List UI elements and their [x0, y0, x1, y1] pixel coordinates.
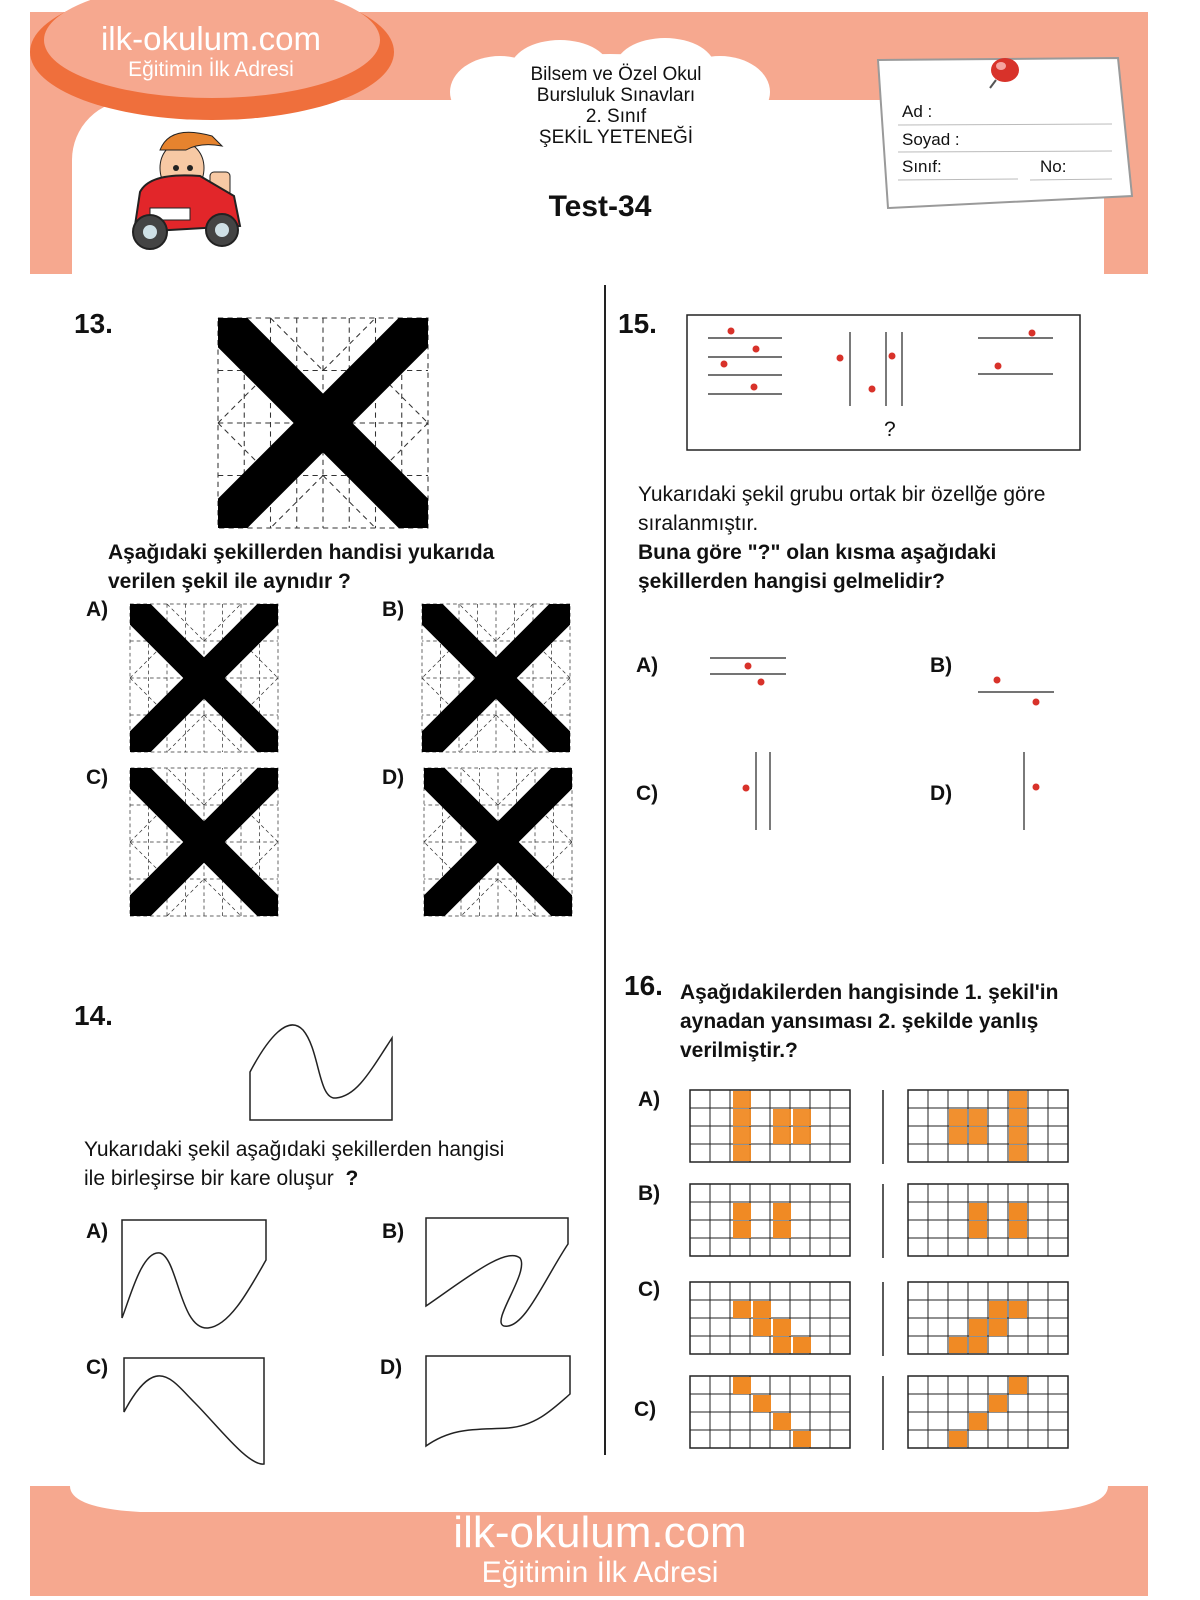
logo-slogan: Eğitimin İlk Adresi: [128, 58, 294, 81]
exam-title-line2: Bursluluk Sınavları: [536, 85, 696, 106]
q16-option-c-figure[interactable]: [690, 1282, 1080, 1358]
q13-text-line2: verilen şekil ile aynıdır ?: [108, 570, 351, 593]
exam-title-line1: Bilsem ve Özel Okul: [530, 64, 702, 85]
q15-number: 15.: [618, 308, 657, 339]
surname-label: Soyad :: [902, 130, 960, 149]
q15-option-d-figure[interactable]: [1016, 752, 1046, 834]
q16-option-c-label[interactable]: C): [638, 1278, 661, 1301]
q16-option-b-label[interactable]: B): [638, 1182, 661, 1205]
q15-text-line1: Yukarıdaki şekil grubu ortak bir özellğe göre: [638, 483, 1046, 506]
q14-text-mark: ?: [345, 1167, 359, 1190]
exam-title-block: [508, 64, 724, 148]
q14-option-a-label[interactable]: A): [86, 1220, 109, 1243]
q13-main-figure: [218, 318, 428, 528]
column-divider: [604, 285, 606, 1455]
q15-option-b-figure[interactable]: [978, 670, 1058, 710]
q13-option-a-figure[interactable]: [130, 604, 278, 752]
q14-option-c-label[interactable]: C): [86, 1356, 109, 1379]
q14-option-a-figure[interactable]: [120, 1218, 270, 1328]
q14-option-d-label[interactable]: D): [380, 1356, 403, 1379]
q15-option-c-label[interactable]: C): [636, 782, 659, 805]
q16-option-a-label[interactable]: A): [638, 1088, 661, 1111]
q14-question-text: [84, 1135, 584, 1193]
test-title: Test-34: [548, 190, 652, 223]
q13-option-b-label[interactable]: B): [382, 598, 405, 621]
q16-option-d-figure[interactable]: [690, 1376, 1080, 1452]
q13-option-c-label[interactable]: C): [86, 766, 109, 789]
class-label: Sınıf:: [902, 157, 942, 176]
q16-question-text: [680, 978, 1150, 1065]
logo-site-name[interactable]: ilk-okulum.com: [100, 20, 322, 57]
q15-text-line3: Buna göre "?" olan kısma aşağıdaki: [638, 541, 997, 564]
q16-option-a-figure[interactable]: [690, 1090, 1080, 1166]
footer-slogan: Eğitimin İlk Adresi: [481, 1556, 719, 1589]
q13-option-a-label[interactable]: A): [86, 598, 109, 621]
q13-option-c-figure[interactable]: [130, 768, 278, 916]
q13-option-d-label[interactable]: D): [382, 766, 405, 789]
q13-option-b-figure[interactable]: [422, 604, 570, 752]
q15-question-mark: ?: [884, 418, 896, 441]
exam-title-line4: ŞEKİL YETENEĞİ: [538, 127, 694, 148]
q15-option-a-label[interactable]: A): [636, 654, 659, 677]
q14-option-c-figure[interactable]: [122, 1356, 268, 1464]
q15-question-text: [638, 480, 1128, 596]
q14-option-b-label[interactable]: B): [382, 1220, 405, 1243]
q14-text-line2: ile birleşirse bir kare oluşur: [84, 1167, 334, 1190]
q15-option-c-figure[interactable]: [738, 752, 778, 834]
q16-option-b-figure[interactable]: [690, 1184, 1080, 1260]
q15-option-a-figure[interactable]: [710, 650, 790, 690]
q16-text-line1: Aşağıdakilerden hangisinde 1. şekil'in: [680, 981, 1059, 1004]
car-cartoon-icon: [133, 132, 240, 249]
q16-number: 16.: [624, 970, 663, 1001]
q16-text-line2: aynadan yansıması 2. şekilde yanlış: [680, 1010, 1039, 1033]
q15-text-line4: şekillerden hangisi gelmelidir?: [638, 570, 945, 593]
q13-option-d-figure[interactable]: [424, 768, 572, 916]
q13-number: 13.: [74, 308, 113, 339]
q14-number: 14.: [74, 1000, 113, 1031]
q13-question-text: [108, 538, 578, 596]
footer-site-name[interactable]: ilk-okulum.com: [453, 1508, 747, 1557]
q15-text-line2: sıralanmıştır.: [638, 512, 759, 535]
q16-text-line3: verilmiştir.?: [680, 1039, 798, 1062]
number-label: No:: [1040, 157, 1067, 176]
q14-option-d-figure[interactable]: [424, 1354, 572, 1448]
q14-text-line1: Yukarıdaki şekil aşağıdaki şekillerden hangisi: [84, 1138, 505, 1161]
q16-option-d-label[interactable]: C): [634, 1398, 657, 1421]
exam-title-line3: 2. Sınıf: [585, 106, 647, 127]
q14-option-b-figure[interactable]: [424, 1216, 572, 1332]
name-label: Ad :: [902, 102, 933, 121]
q15-option-d-label[interactable]: D): [930, 782, 953, 805]
q15-option-b-label[interactable]: B): [930, 654, 953, 677]
q14-main-figure: [248, 1020, 398, 1120]
q13-text-line1: Aşağıdaki şekillerden handisi yukarıda: [108, 541, 495, 564]
